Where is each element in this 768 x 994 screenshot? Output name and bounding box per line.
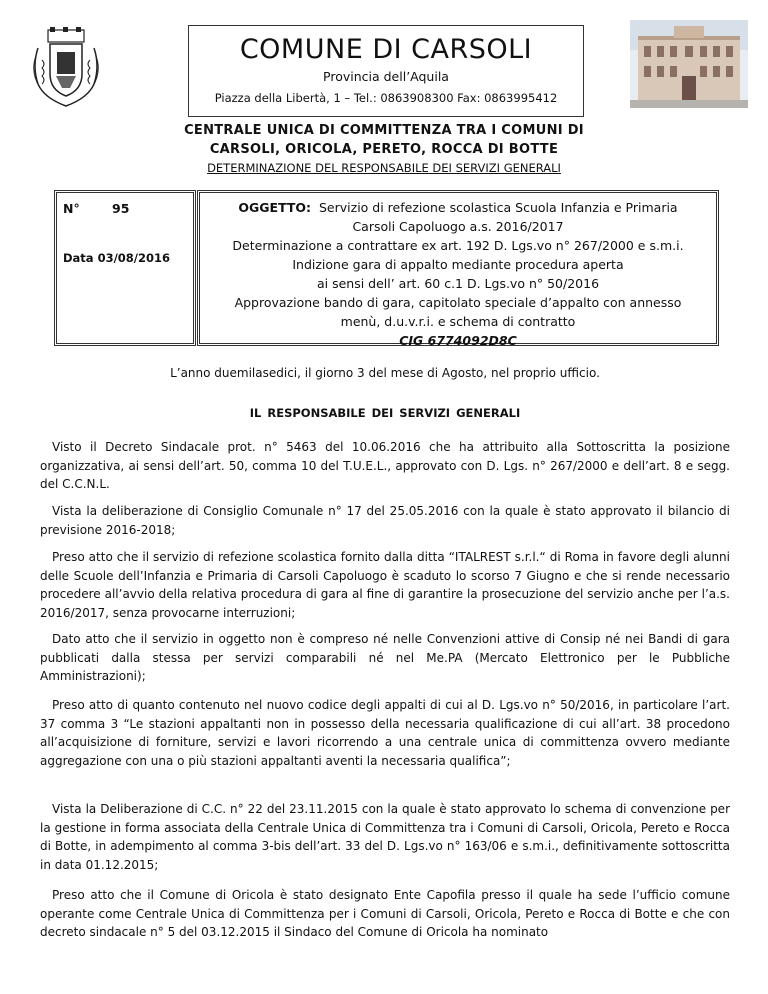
subject-line-2: Carsoli Capoluogo a.s. 2016/2017 — [352, 219, 564, 234]
paragraph-4: Dato atto che il servizio in oggetto non è compreso né nelle Convenzioni attive di Consip né nei Bandi di gara pubblicati dalla stessa per servizi comparabili né nel Me.PA (Mercato Elettronico per le Pubbliche Amministrazioni); — [40, 632, 730, 683]
paragraph-1: Visto il Decreto Sindacale prot. n° 5463 del 10.06.2016 che ha attribuito alla Sottoscritta la posizione organizzativa, ai sensi dell’art. 50, comma 10 del T.U.E.L., approvato con D. Lgs. n° 267/2000 e dell’art. 8 e segg. del C.C.N.L. — [40, 440, 730, 491]
subject-line-7: menù, d.u.v.r.i. e schema di contratto — [340, 314, 576, 329]
municipality-title: COMUNE DI CARSOLI — [239, 34, 533, 65]
cuc-title-line2: CARSOLI, ORICOLA, PERETO, ROCCA DI BOTTE — [209, 142, 559, 157]
number-value: 95 — [112, 201, 130, 216]
subject-line-1 — [200, 198, 716, 217]
province-label: Provincia dell’Aquila — [323, 69, 449, 84]
town-hall-photo — [630, 20, 748, 108]
paragraph-6: Vista la Deliberazione di C.C. n° 22 del 23.11.2015 con la quale è stato approvato lo schema di convenzione per la gestione in forma associata della Centrale Unica di Committenza tra i Comuni di Carsoli, Oricola, Pereto e Rocca di Botte, in adempimento al comma 3-bis dell’art. 33 del D. Lgs.vo n° 163/06 e s.m.i., definitivamente sottoscritta in data 01.12.2015; — [40, 802, 730, 872]
responsible-heading: IL RESPONSABILE DEI SERVIZI GENERALI — [249, 406, 521, 420]
municipality-header — [188, 25, 584, 117]
paragraph-7: Preso atto che il Comune di Oricola è stato designato Ente Capofila presso il quale ha sede l’ufficio comune operante come Centrale Unica di Committenza per i Comuni di Carsoli, Oricola, Pereto e Rocca di Botte e che con decreto sindacale n° 5 del 03.12.2015 il Sindaco del Comune di Oricola ha nominato — [40, 888, 730, 939]
date-value: Data 03/08/2016 — [63, 251, 170, 265]
subject-line-5: ai sensi dell’ art. 60 c.1 D. Lgs.vo n° 50/2016 — [316, 276, 600, 291]
subject-line-4: Indizione gara di appalto mediante procedura aperta — [292, 257, 624, 272]
subject-label: OGGETTO: — [238, 200, 312, 215]
paragraph-2: Vista la deliberazione di Consiglio Comunale n° 17 del 25.05.2016 con la quale è stato approvato il bilancio di previsione 2016-2018; — [40, 504, 730, 537]
cuc-title-line1: CENTRALE UNICA DI COMMITTENZA TRA I COMUNI DI — [184, 123, 584, 138]
paragraph-5: Preso atto di quanto contenuto nel nuovo codice degli appalti di cui al D. Lgs.vo n° 50/2016, in particolare l’art. 37 comma 3 “Le stazioni appaltanti non in possesso della necessaria qualificazione di cui all’art. 38 procedono all’acquisizione di forniture, servizi e lavori ricorrendo a una centrale unica di committenza ovvero mediante aggregazione con una o più stazioni appaltanti aventi la necessaria qualifica”; — [40, 698, 730, 768]
paragraph-3: Preso atto che il servizio di refezione scolastica fornito dalla ditta “ITALREST s.r.l.“ di Roma in favore degli alunni delle Scuole dell’Infanzia e Primaria di Carsoli Capoluogo è scaduto lo scorso 7 Giugno e che si rende necessario procedere all’avvio della relativa procedura di gara al fine di garantire la prosecuzione del servizio anche per l’a.s. 2016/2017, senza provocarne interruzioni; — [40, 550, 730, 620]
determination-title: DETERMINAZIONE DEL RESPONSABILE DEI SERVIZI GENERALI — [207, 161, 561, 175]
subject-line-6: Approvazione bando di gara, capitolato speciale d’appalto con annesso — [234, 295, 682, 310]
subject-text-1: Servizio di refezione scolastica Scuola Infanzia e Primaria — [319, 200, 678, 215]
number-label: N° — [63, 201, 80, 216]
subject-box — [197, 190, 719, 346]
intro-sentence: L’anno duemilasedici, il giorno 3 del mese di Agosto, nel proprio ufficio. — [170, 366, 600, 380]
cig-code: CIG 6774092D8C — [399, 333, 517, 348]
address-line: Piazza della Libertà, 1 – Tel.: 0863908300 Fax: 0863995412 — [214, 91, 558, 105]
number-date-box — [54, 190, 196, 346]
coat-of-arms-logo — [30, 26, 102, 108]
subject-line-3: Determinazione a contrattare ex art. 192 D. Lgs.vo n° 267/2000 e s.m.i. — [232, 238, 684, 253]
